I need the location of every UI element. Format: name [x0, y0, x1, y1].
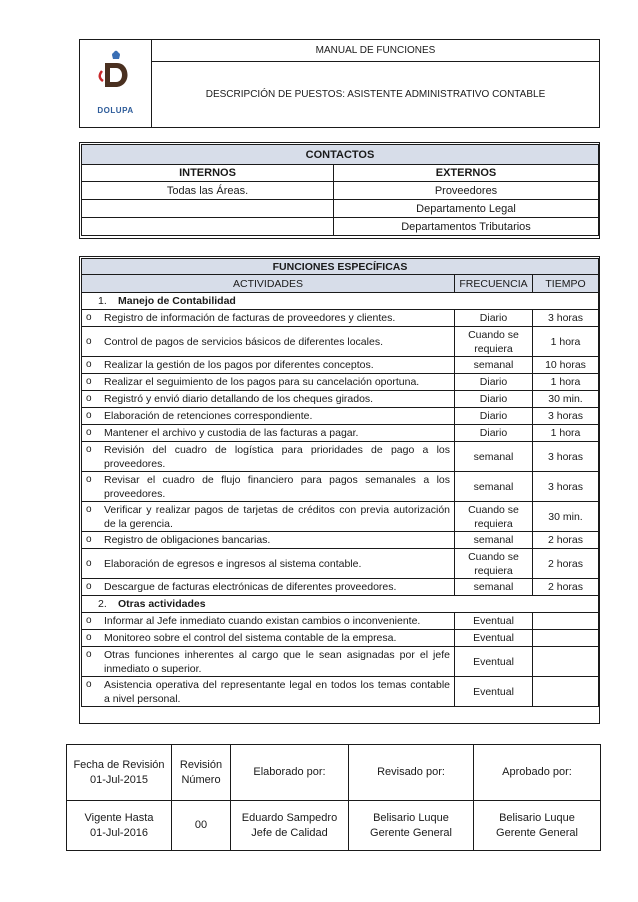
approved-by-cell — [474, 801, 601, 851]
activity-text: Mantener el archivo y custodia de las facturas a pagar. — [104, 427, 359, 439]
dolupa-logo-icon — [90, 49, 142, 105]
function-row — [82, 549, 599, 579]
frequency-header: FRECUENCIA — [455, 275, 533, 293]
internal-header: INTERNOS — [82, 165, 334, 182]
time-cell — [533, 613, 599, 630]
time-cell — [533, 630, 599, 647]
activity-text: Otras funciones inherentes al cargo que le sean asignadas por el jefe inmediato o superior. — [104, 648, 450, 675]
revision-footer — [66, 744, 600, 850]
function-row — [82, 502, 599, 532]
frequency-cell: Diario — [455, 425, 533, 442]
function-row — [82, 310, 599, 327]
valid-until-date: 01-Jul-2016 — [89, 826, 149, 839]
activity-cell — [82, 425, 455, 442]
function-row — [82, 532, 599, 549]
bullet-icon: o — [86, 335, 92, 347]
bullet-icon: o — [86, 615, 92, 626]
contact-row — [82, 200, 599, 218]
activity-text: Verificar y realizar pagos de tarjetas de créditos con previa autorización de la gerencia. — [104, 503, 450, 530]
internal-contact: Todas las Áreas. — [82, 182, 334, 200]
activity-text: Revisión del cuadro de logística para prioridades de pago a los proveedores. — [104, 443, 450, 470]
frequency-cell: Cuando se requiera — [455, 549, 533, 579]
frequency-cell: Diario — [455, 391, 533, 408]
function-row — [82, 408, 599, 425]
frequency-cell: Cuando se requiera — [455, 327, 533, 357]
frequency-cell: Diario — [455, 310, 533, 327]
frequency-cell: Eventual — [455, 630, 533, 647]
bullet-icon: o — [86, 557, 92, 569]
activity-text: Registró y envió diario detallando de los cheques girados. — [104, 393, 374, 405]
prepared-by-label: Elaborado por: — [231, 745, 349, 801]
activity-text: Control de pagos de servicios básicos de diferentes locales. — [104, 335, 383, 348]
activity-text: Elaboración de retenciones correspondiente. — [104, 410, 313, 422]
frequency-cell: semanal — [455, 357, 533, 374]
section-heading-row — [82, 293, 599, 310]
valid-until-label: Vigente Hasta — [84, 811, 154, 824]
bullet-icon: o — [86, 503, 92, 515]
revision-date-cell — [67, 745, 172, 801]
activity-cell — [82, 532, 455, 549]
time-cell: 3 horas — [533, 472, 599, 502]
frequency-cell: Diario — [455, 374, 533, 391]
activity-cell — [82, 310, 455, 327]
revision-number: 00 — [172, 801, 231, 851]
approved-by-name: Belisario Luque — [499, 811, 575, 824]
time-cell: 2 horas — [533, 579, 599, 596]
revision-number-label: Revisión Número — [172, 745, 231, 801]
function-row — [82, 357, 599, 374]
activity-text: Realizar la gestión de los pagos por diferentes conceptos. — [104, 359, 374, 371]
function-row — [82, 472, 599, 502]
manual-title: MANUAL DE FUNCIONES — [152, 40, 600, 62]
prepared-by-role: Jefe de Calidad — [251, 826, 328, 839]
function-row — [82, 442, 599, 472]
activity-cell — [82, 472, 455, 502]
function-row — [82, 677, 599, 707]
time-cell: 1 hora — [533, 374, 599, 391]
reviewed-by-name: Belisario Luque — [373, 811, 449, 824]
time-cell: 2 horas — [533, 549, 599, 579]
activity-cell — [82, 374, 455, 391]
bullet-icon: o — [86, 632, 92, 643]
activity-cell — [82, 647, 455, 677]
activities-header: ACTIVIDADES — [82, 275, 455, 293]
approved-by-label: Aprobado por: — [474, 745, 601, 801]
external-contact: Departamentos Tributarios — [334, 218, 599, 236]
reviewed-by-role: Gerente General — [370, 826, 452, 839]
company-logo — [80, 40, 152, 128]
external-contact: Departamento Legal — [334, 200, 599, 218]
revision-date-label: Fecha de Revisión — [73, 758, 165, 771]
function-row — [82, 613, 599, 630]
external-contact: Proveedores — [334, 182, 599, 200]
contact-row — [82, 218, 599, 236]
bullet-icon: o — [86, 393, 92, 404]
frequency-cell: semanal — [455, 532, 533, 549]
activity-text: Registro de información de facturas de proveedores y clientes. — [104, 312, 396, 324]
activity-text: Revisar el cuadro de flujo financiero para pagos semanales a los proveedores. — [104, 473, 450, 500]
time-cell: 3 horas — [533, 442, 599, 472]
prepared-by-cell — [231, 801, 349, 851]
activity-cell — [82, 677, 455, 707]
frequency-cell: Eventual — [455, 677, 533, 707]
frequency-cell: Eventual — [455, 647, 533, 677]
activity-cell — [82, 579, 455, 596]
contacts-section — [79, 142, 600, 239]
frequency-cell: semanal — [455, 442, 533, 472]
activity-cell — [82, 630, 455, 647]
functions-title: FUNCIONES ESPECÍFICAS — [82, 259, 599, 275]
activity-cell — [82, 613, 455, 630]
section-heading-row — [82, 596, 599, 613]
document-header — [79, 39, 599, 127]
section-name: Otras actividades — [118, 598, 206, 610]
section-heading — [82, 293, 599, 310]
function-row — [82, 579, 599, 596]
bullet-icon: o — [86, 312, 92, 323]
time-cell — [533, 647, 599, 677]
activity-text: Asistencia operativa del representante legal en todos los temas contable a nivel personal. — [104, 678, 450, 705]
frequency-cell: semanal — [455, 472, 533, 502]
bullet-icon: o — [86, 427, 92, 438]
internal-contact — [82, 200, 334, 218]
frequency-cell: semanal — [455, 579, 533, 596]
reviewed-by-label: Revisado por: — [349, 745, 474, 801]
approved-by-role: Gerente General — [496, 826, 578, 839]
function-row — [82, 391, 599, 408]
bullet-icon: o — [86, 473, 92, 485]
activity-text: Realizar el seguimiento de los pagos para su cancelación oportuna. — [104, 376, 420, 388]
bullet-icon: o — [86, 534, 92, 545]
revision-date: 01-Jul-2015 — [89, 773, 149, 786]
time-header: TIEMPO — [533, 275, 599, 293]
section-name: Manejo de Contabilidad — [118, 295, 236, 307]
time-cell — [533, 677, 599, 707]
function-row — [82, 327, 599, 357]
job-description-title: DESCRIPCIÓN DE PUESTOS: ASISTENTE ADMINISTRATIVO CONTABLE — [152, 62, 600, 128]
contact-row — [82, 182, 599, 200]
activity-cell — [82, 442, 455, 472]
activity-cell — [82, 502, 455, 532]
frequency-cell: Diario — [455, 408, 533, 425]
bullet-icon: o — [86, 376, 92, 387]
function-row — [82, 374, 599, 391]
time-cell: 30 min. — [533, 502, 599, 532]
section-number: 1. — [98, 295, 107, 307]
activity-cell — [82, 391, 455, 408]
time-cell: 1 hora — [533, 327, 599, 357]
time-cell: 2 horas — [533, 532, 599, 549]
time-cell: 3 horas — [533, 408, 599, 425]
activity-cell — [82, 549, 455, 579]
function-row — [82, 647, 599, 677]
time-cell: 3 horas — [533, 310, 599, 327]
prepared-by-name: Eduardo Sampedro — [241, 811, 338, 824]
activity-cell — [82, 408, 455, 425]
bullet-icon: o — [86, 443, 92, 455]
activity-text: Informar al Jefe inmediato cuando existan cambios o inconveniente. — [104, 615, 421, 627]
frequency-cell: Eventual — [455, 613, 533, 630]
time-cell: 10 horas — [533, 357, 599, 374]
activity-text: Registro de obligaciones bancarias. — [104, 534, 271, 546]
section-heading — [82, 596, 599, 613]
contacts-title: CONTACTOS — [82, 145, 599, 165]
internal-contact — [82, 218, 334, 236]
reviewed-by-cell — [349, 801, 474, 851]
time-cell: 1 hora — [533, 425, 599, 442]
activity-text: Elaboración de egresos e ingresos al sistema contable. — [104, 557, 362, 570]
bullet-icon: o — [86, 359, 92, 370]
activity-text: Descargue de facturas electrónicas de diferentes proveedores. — [104, 581, 397, 593]
activity-cell — [82, 327, 455, 357]
activity-text: Monitoreo sobre el control del sistema contable de la empresa. — [104, 632, 397, 644]
external-header: EXTERNOS — [334, 165, 599, 182]
valid-until-cell — [67, 801, 172, 851]
bullet-icon: o — [86, 410, 92, 421]
function-row — [82, 630, 599, 647]
frequency-cell: Cuando se requiera — [455, 502, 533, 532]
bullet-icon: o — [86, 678, 92, 690]
function-row — [82, 425, 599, 442]
bullet-icon: o — [86, 581, 92, 592]
time-cell: 30 min. — [533, 391, 599, 408]
activity-cell — [82, 357, 455, 374]
logo-text: DOLUPA — [97, 106, 134, 115]
bullet-icon: o — [86, 648, 92, 660]
functions-section — [79, 256, 600, 724]
section-number: 2. — [98, 598, 107, 610]
